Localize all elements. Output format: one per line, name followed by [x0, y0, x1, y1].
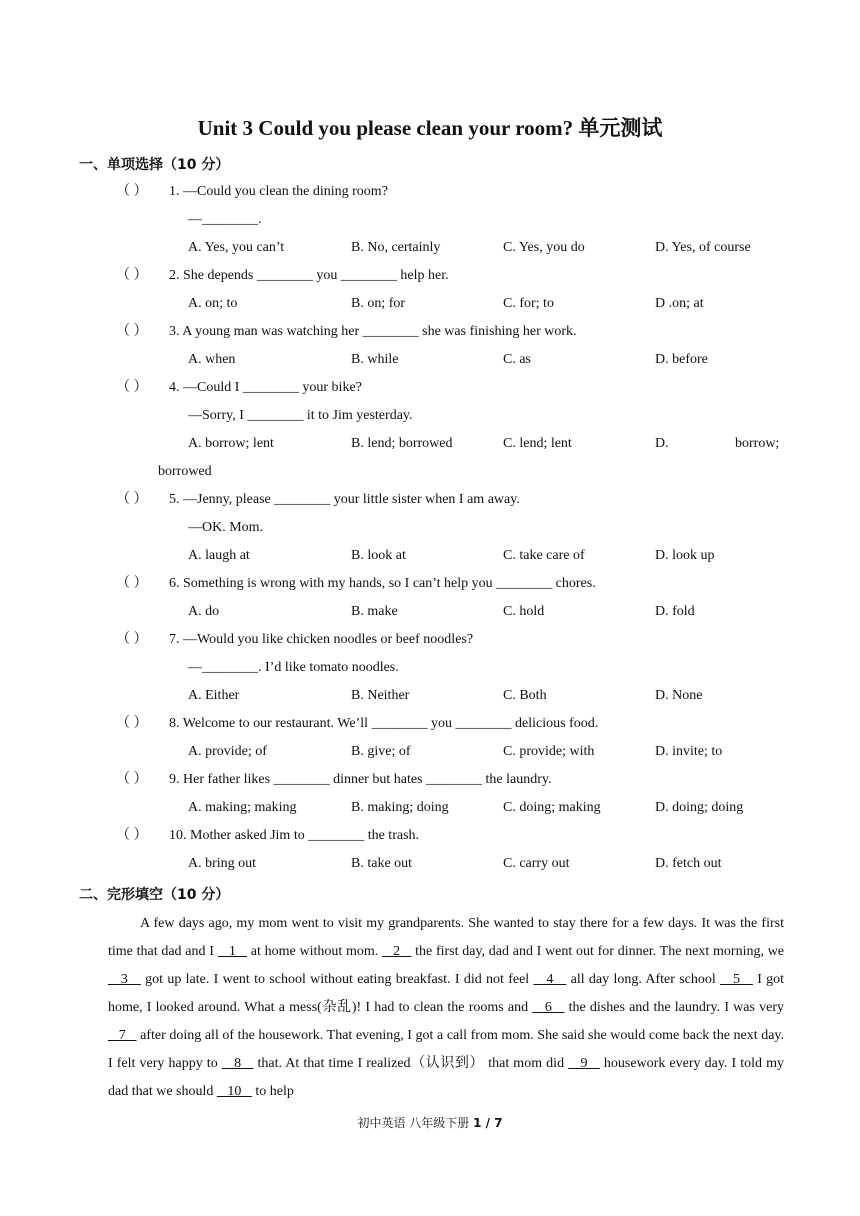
q9-option-a: A. making; making	[188, 800, 297, 815]
q7-option-c: C. Both	[503, 688, 547, 703]
cloze-blank-9[interactable]: 9	[568, 1056, 600, 1071]
cloze-blank-1[interactable]: 1	[217, 944, 248, 959]
q7-option-b: B. Neither	[351, 688, 410, 703]
passage-text: at home without mom.	[247, 944, 382, 959]
answer-paren-7: （ ）	[116, 632, 148, 647]
answer-paren-8: （ ）	[116, 716, 148, 731]
answer-paren-2: （ ）	[116, 268, 148, 283]
question-1-reply: —________.	[188, 212, 262, 227]
question-5-stem: 5. —Jenny, please ________ your little sister when I am away.	[169, 492, 520, 507]
q3-option-c: C. as	[503, 352, 531, 367]
q3-option-b: B. while	[351, 352, 399, 367]
q8-option-a: A. provide; of	[188, 744, 267, 759]
q9-option-c: C. doing; making	[503, 800, 601, 815]
answer-paren-1: （ ）	[116, 184, 148, 199]
q4-option-c: C. lend; lent	[503, 436, 572, 451]
q10-option-c: C. carry out	[503, 856, 570, 871]
question-9-stem: 9. Her father likes ________ dinner but hates ________ the laundry.	[169, 772, 552, 787]
q1-option-d: D. Yes, of course	[655, 240, 751, 255]
cloze-blank-5[interactable]: 5	[720, 972, 753, 987]
answer-paren-6: （ ）	[116, 576, 148, 591]
q1-option-c: C. Yes, you do	[503, 240, 585, 255]
cloze-blank-10[interactable]: 10	[216, 1084, 252, 1099]
q8-option-b: B. give; of	[351, 744, 411, 759]
q4-option-a: A. borrow; lent	[188, 436, 274, 451]
question-4-stem: 4. —Could I ________ your bike?	[169, 380, 362, 395]
passage-text: the first day, dad and I went out for dinner. The next morning, we	[411, 944, 785, 959]
footer-text: 初中英语 八年级下册	[357, 1116, 474, 1130]
question-8-stem: 8. Welcome to our restaurant. We’ll ________ you ________ delicious food.	[169, 716, 599, 731]
q5-option-c: C. take care of	[503, 548, 585, 563]
passage-text: after doing all of the housework. That evening, I got a call from mom. She said she would come back the next day. I felt very happy to	[108, 1028, 784, 1071]
section-2-heading: 二、完形填空（10 分）	[79, 887, 230, 903]
q2-option-a: A. on; to	[188, 296, 238, 311]
q6-option-d: D. fold	[655, 604, 695, 619]
q2-option-b: B. on; for	[351, 296, 406, 311]
q2-option-d: D .on; at	[655, 296, 704, 311]
q4-option-d-label: D.	[655, 436, 669, 451]
passage-text: that. At that time I realized（认识到） that mom did	[253, 1056, 569, 1071]
page-footer	[0, 1114, 860, 1131]
cloze-blank-7[interactable]: 7	[108, 1028, 137, 1043]
cloze-blank-4[interactable]: 4	[533, 972, 567, 987]
q10-option-d: D. fetch out	[655, 856, 722, 871]
question-3-stem: 3. A young man was watching her ________ she was finishing her work.	[169, 324, 577, 339]
passage-text: the dishes and the laundry. I was very	[564, 1000, 785, 1015]
q8-option-d: D. invite; to	[655, 744, 723, 759]
cloze-blank-6[interactable]: 6	[532, 1000, 565, 1015]
q7-option-d: D. None	[655, 688, 703, 703]
passage-text: to help	[251, 1084, 294, 1099]
q6-option-a: A. do	[188, 604, 220, 619]
q9-option-d: D. doing; doing	[655, 800, 744, 815]
q10-option-b: B. take out	[351, 856, 413, 871]
q5-option-b: B. look at	[351, 548, 406, 563]
passage-text: all day long. After school	[566, 972, 721, 987]
question-5-reply: —OK. Mom.	[188, 520, 264, 535]
q8-option-c: C. provide; with	[503, 744, 595, 759]
page-number: 1 / 7	[473, 1116, 503, 1130]
q1-option-a: A. Yes, you can’t	[188, 240, 285, 255]
cloze-passage	[108, 910, 784, 1106]
q3-option-a: A. when	[188, 352, 236, 367]
q6-option-c: C. hold	[503, 604, 545, 619]
answer-paren-10: （ ）	[116, 828, 148, 843]
q4-option-b: B. lend; borrowed	[351, 436, 453, 451]
question-1-stem: 1. —Could you clean the dining room?	[169, 184, 388, 199]
cloze-blank-8[interactable]: 8	[221, 1056, 254, 1071]
q4-option-d-text: borrow;	[735, 436, 780, 451]
passage-text: got up late. I went to school without eating breakfast. I did not feel	[140, 972, 534, 987]
q5-option-a: A. laugh at	[188, 548, 250, 563]
passage-text: A few days ago, my mom went to visit my grandparents. She wanted to stay there for a few days. It was the first time that dad and I	[108, 916, 784, 959]
section-1-heading: 一、单项选择（10 分）	[79, 157, 230, 173]
question-2-stem: 2. She depends ________ you ________ help her.	[169, 268, 449, 283]
q9-option-b: B. making; doing	[351, 800, 449, 815]
question-10-stem: 10. Mother asked Jim to ________ the trash.	[169, 828, 420, 843]
q2-option-c: C. for; to	[503, 296, 554, 311]
document-title: Unit 3 Could you please clean your room? 单元测试	[197, 116, 663, 140]
answer-paren-3: （ ）	[116, 324, 148, 339]
answer-paren-5: （ ）	[116, 492, 148, 507]
answer-paren-9: （ ）	[116, 772, 148, 787]
passage-text: housework every day. I told my dad that we should	[108, 1056, 785, 1099]
question-6-stem: 6. Something is wrong with my hands, so I can’t help you ________ chores.	[169, 576, 596, 591]
answer-paren-4: （ ）	[116, 380, 148, 395]
q6-option-b: B. make	[351, 604, 398, 619]
passage-text: I got home, I looked around. What a mess(杂乱)! I had to clean the rooms and	[108, 972, 785, 1015]
cloze-blank-2[interactable]: 2	[381, 944, 412, 959]
q1-option-b: B. No, certainly	[351, 240, 441, 255]
question-4-reply: —Sorry, I ________ it to Jim yesterday.	[188, 408, 413, 423]
q7-option-a: A. Either	[188, 688, 240, 703]
q10-option-a: A. bring out	[188, 856, 257, 871]
question-7-stem: 7. —Would you like chicken noodles or beef noodles?	[169, 632, 474, 647]
q3-option-d: D. before	[655, 352, 708, 367]
question-7-reply: —________. I’d like tomato noodles.	[188, 660, 399, 675]
q4-option-d-wrap: borrowed	[158, 464, 212, 479]
cloze-blank-3[interactable]: 3	[108, 972, 141, 987]
q5-option-d: D. look up	[655, 548, 715, 563]
